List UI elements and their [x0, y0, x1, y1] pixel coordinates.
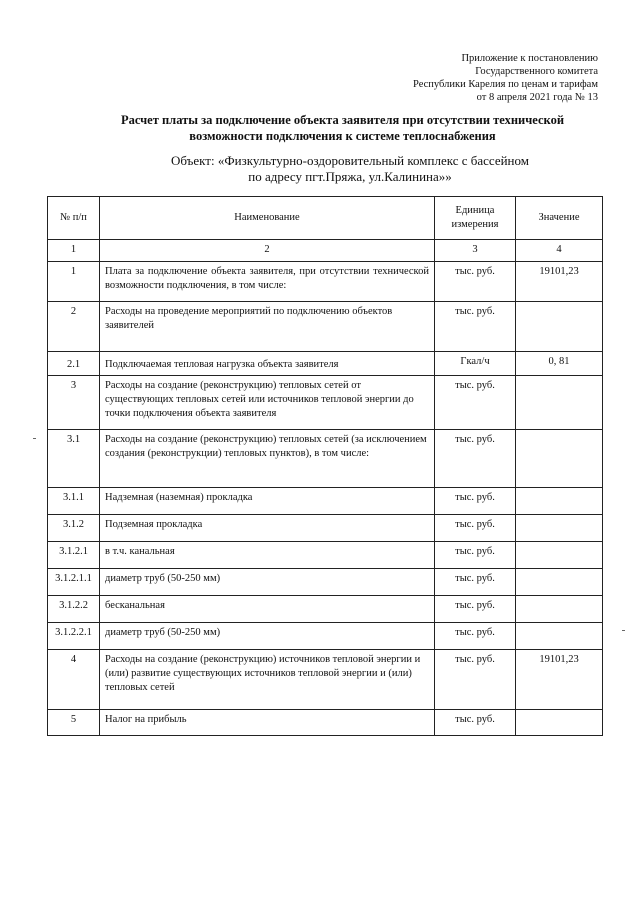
table-row — [48, 515, 603, 542]
row-num: 3.1.2.2.1 — [48, 623, 100, 650]
row-unit: тыс. руб. — [435, 488, 516, 515]
row-value — [516, 710, 603, 736]
row-name: бесканальная — [100, 596, 435, 623]
row-unit: тыс. руб. — [435, 623, 516, 650]
appendix-line-4: от 8 апреля 2021 года № 13 — [476, 92, 598, 103]
table-row — [48, 302, 603, 352]
row-name: Расходы на проведение мероприятий по подключению объектов заявителей — [100, 302, 435, 352]
row-num: 3.1.2.2 — [48, 596, 100, 623]
row-num: 5 — [48, 710, 100, 736]
row-num: 3.1 — [48, 430, 100, 488]
calculation-table — [47, 196, 603, 736]
row-name: Расходы на создание (реконструкцию) тепловых сетей от существующих тепловых сетей или источников тепловой энергии до точки подключения объекта заявителя — [100, 376, 435, 430]
row-name: Налог на прибыль — [100, 710, 435, 736]
row-name: диаметр труб (50-250 мм) — [100, 569, 435, 596]
table-row — [48, 542, 603, 569]
row-num: 3 — [48, 376, 100, 430]
object-description — [130, 153, 570, 185]
row-unit: тыс. руб. — [435, 302, 516, 352]
table-row — [48, 596, 603, 623]
row-unit: тыс. руб. — [435, 542, 516, 569]
title-line-2: возможности подключения к системе теплоснабжения — [189, 129, 496, 143]
appendix-line-2: Государственного комитета — [475, 66, 598, 77]
row-name: Надземная (наземная) прокладка — [100, 488, 435, 515]
header-num: № п/п — [48, 197, 100, 240]
table-row — [48, 710, 603, 736]
header-value: Значение — [516, 197, 603, 240]
row-num: 3.1.2 — [48, 515, 100, 542]
index-4: 4 — [516, 240, 603, 262]
appendix-note — [358, 52, 598, 104]
title-line-1: Расчет платы за подключение объекта заявителя при отсутствии технической — [120, 113, 565, 127]
row-value — [516, 569, 603, 596]
table-row — [48, 262, 603, 302]
row-num: 3.1.1 — [48, 488, 100, 515]
row-unit: тыс. руб. — [435, 515, 516, 542]
row-value — [516, 542, 603, 569]
object-line-1: Объект: «Физкультурно-оздоровительный комплекс с бассейном — [170, 153, 529, 168]
row-unit: Гкал/ч — [435, 352, 516, 376]
table-row — [48, 488, 603, 515]
row-value: 0, 81 — [516, 352, 603, 376]
row-num: 1 — [48, 262, 100, 302]
row-name: Расходы на создание (реконструкцию) тепловых сетей (за исключением создания (реконструкции) тепловых пунктов), в том числе: — [100, 430, 435, 488]
row-name: Плата за подключение объекта заявителя, при отсутствии технической возможности подключения, в том числе: — [100, 262, 435, 302]
row-num: 3.1.2.1.1 — [48, 569, 100, 596]
row-num: 2 — [48, 302, 100, 352]
index-3: 3 — [435, 240, 516, 262]
table-row — [48, 569, 603, 596]
object-line-2: по адресу пгт.Пряжа, ул.Калинина»» — [248, 169, 452, 184]
row-num: 2.1 — [48, 352, 100, 376]
index-1: 1 — [48, 240, 100, 262]
table-row — [48, 352, 603, 376]
row-unit: тыс. руб. — [435, 430, 516, 488]
row-num: 3.1.2.1 — [48, 542, 100, 569]
table-row — [48, 430, 603, 488]
row-num: 4 — [48, 650, 100, 710]
index-2: 2 — [100, 240, 435, 262]
row-unit: тыс. руб. — [435, 710, 516, 736]
row-value — [516, 623, 603, 650]
table-row — [48, 623, 603, 650]
row-value — [516, 515, 603, 542]
row-value — [516, 376, 603, 430]
row-name: Подземная прокладка — [100, 515, 435, 542]
row-value — [516, 488, 603, 515]
row-unit: тыс. руб. — [435, 650, 516, 710]
row-unit: тыс. руб. — [435, 596, 516, 623]
row-unit: тыс. руб. — [435, 376, 516, 430]
table-row — [48, 376, 603, 430]
row-value — [516, 596, 603, 623]
row-value: 19101,23 — [516, 262, 603, 302]
table-header-row — [48, 197, 603, 240]
row-name: в т.ч. канальная — [100, 542, 435, 569]
document-title — [100, 112, 585, 144]
scan-speck — [622, 630, 625, 631]
table-row — [48, 650, 603, 710]
row-name: диаметр труб (50-250 мм) — [100, 623, 435, 650]
header-unit: Единица измерения — [435, 197, 516, 240]
row-value — [516, 302, 603, 352]
row-name: Подключаемая тепловая нагрузка объекта заявителя — [100, 352, 435, 376]
row-name: Расходы на создание (реконструкцию) источников тепловой энергии и (или) развитие существующих источников тепловой энергии и (или) тепловых сетей — [100, 650, 435, 710]
row-unit: тыс. руб. — [435, 262, 516, 302]
appendix-line-1: Приложение к постановлению — [461, 53, 598, 64]
row-value: 19101,23 — [516, 650, 603, 710]
appendix-line-3: Республики Карелия по ценам и тарифам — [413, 79, 598, 90]
row-unit: тыс. руб. — [435, 569, 516, 596]
scan-speck — [33, 438, 36, 439]
header-name: Наименование — [100, 197, 435, 240]
column-index-row — [48, 240, 603, 262]
row-value — [516, 430, 603, 488]
